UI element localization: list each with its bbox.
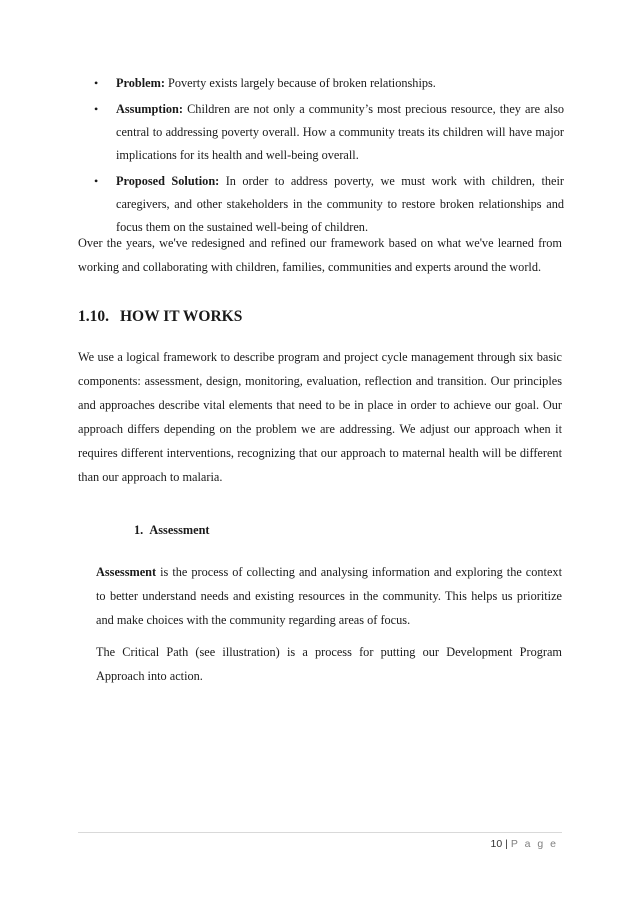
bullet-text: Children are not only a community’s most precious resource, they are also central to addressing poverty overall. How a community treats its children will have major implications for its health and well-being overall. [116, 102, 564, 162]
subsection-title: Assessment [149, 523, 210, 537]
critical-path-paragraph: The Critical Path (see illustration) is a process for putting our Development Program Approach into action. [96, 645, 562, 683]
page-footer [490, 838, 558, 850]
page-label: P a g e [510, 838, 558, 850]
list-item [94, 170, 564, 239]
footer-separator: | [505, 838, 508, 850]
bullet-label: Problem: [116, 76, 165, 90]
footer-divider [78, 832, 562, 833]
assessment-paragraph [96, 560, 562, 632]
subsection-number: 1. [134, 523, 144, 537]
bullet-icon: • [94, 174, 99, 188]
list-item [94, 98, 564, 167]
page-number: 10 [490, 838, 503, 850]
intro-paragraph: Over the years, we've redesigned and refined our framework based on what we've learned from working and collaborating with children, families, communities and experts around the world. [78, 236, 562, 274]
subsection-heading [134, 523, 210, 538]
bullet-text: In order to address poverty, we must work with children, their caregivers, and other stakeholders in the community to restore broken relationships and focus them on the sustained well-being of children. [116, 174, 564, 234]
bullet-label: Assumption: [116, 102, 183, 116]
bullet-text: Poverty exists largely because of broken relationships. [164, 76, 436, 90]
section-number: 1.10. [78, 308, 109, 325]
bullet-icon: • [94, 102, 99, 116]
bullet-icon: • [94, 76, 99, 90]
section-heading [78, 308, 242, 326]
section-title: HOW IT WORKS [120, 308, 243, 325]
bullet-label: Proposed Solution: [116, 174, 220, 188]
section-paragraph: We use a logical framework to describe program and project cycle management through six basic components: assessment, design, monitoring, evaluation, reflection and transition. Our principles and approaches describe vital elements that need to be in place in order to achieve our goal. Our approach differs depending on the problem we are addressing. We adjust our approach when it requires different interventions, recognizing that our approach to maternal health will be different than our approach to malaria. [78, 350, 562, 484]
assessment-lead: Assessment [96, 565, 157, 579]
assessment-text: is the process of collecting and analysing information and exploring the context to better understand needs and existing resources in the community. This helps us prioritize and make choices with the community regarding areas of focus. [96, 565, 562, 627]
bullet-list [94, 72, 564, 242]
list-item [94, 72, 564, 95]
